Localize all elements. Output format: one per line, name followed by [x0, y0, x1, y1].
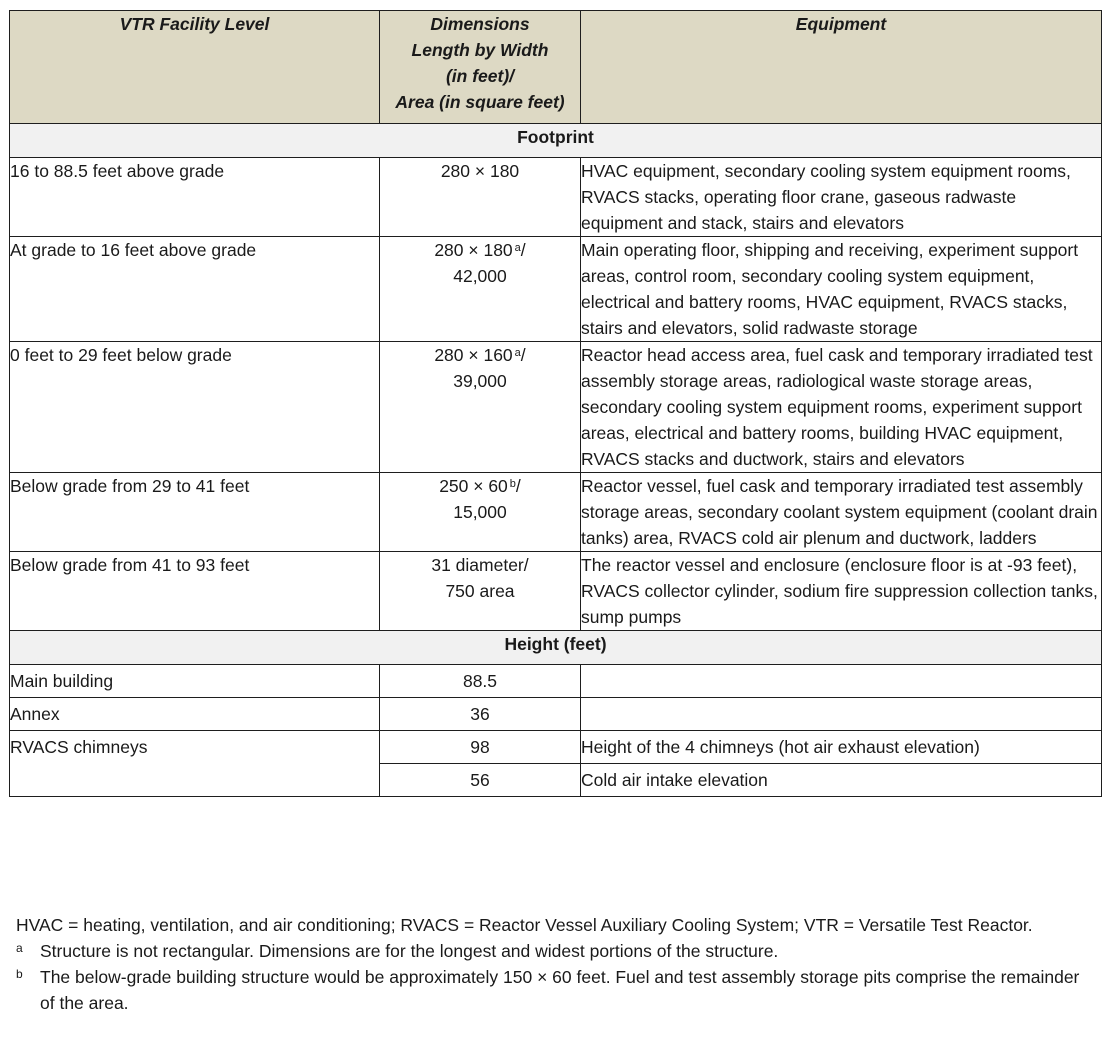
height-value-cell: 88.5 [380, 665, 581, 698]
header-equipment: Equipment [581, 11, 1102, 124]
footnote-marker: a [514, 242, 521, 254]
facility-dimensions-table [9, 10, 1102, 797]
facility-level-cell: Annex [10, 698, 380, 731]
footnote: b The below-grade building structure would be approximately 150 × 60 feet. Fuel and test assembly storage pits comprise the remainder of the area. [16, 967, 1080, 1013]
slash-separator: / [520, 240, 526, 260]
dimensions-cell [380, 237, 581, 342]
table-row [10, 665, 1102, 698]
height-value-cell: 56 [380, 764, 581, 797]
equipment-cell: Cold air intake elevation [581, 764, 1102, 797]
section-row-height [10, 631, 1102, 665]
table-row [10, 158, 1102, 237]
facility-level-cell: Main building [10, 665, 380, 698]
table-notes [16, 912, 1096, 1016]
facility-level-cell: Below grade from 29 to 41 feet [10, 473, 380, 552]
dimensions-value: 280 × 180 [440, 161, 520, 181]
section-title-height: Height (feet) [10, 631, 1102, 665]
dimensions-value: 280 × 160 [434, 345, 513, 365]
equipment-cell [581, 665, 1102, 698]
height-value-cell: 36 [380, 698, 581, 731]
dimensions-value: 250 × 60 [439, 476, 508, 496]
equipment-cell [581, 698, 1102, 731]
equipment-cell: The reactor vessel and enclosure (enclosure floor is at -93 feet), RVACS collector cylinder, sodium fire suppression collection tanks, sump pumps [581, 552, 1102, 631]
area-value: 42,000 [453, 266, 507, 286]
equipment-cell: Reactor vessel, fuel cask and temporary irradiated test assembly storage areas, secondary coolant system equipment (coolant drain tanks) area, RVACS cold air plenum and ductwork, ladders [581, 473, 1102, 552]
area-value: 15,000 [453, 502, 507, 522]
footnote-text: Structure is not rectangular. Dimensions are for the longest and widest portions of the structure. [40, 941, 779, 961]
dimensions-value: 280 × 180 [434, 240, 513, 260]
table-row [10, 552, 1102, 631]
equipment-cell: Height of the 4 chimneys (hot air exhaust elevation) [581, 731, 1102, 764]
header-dimensions-line: (in feet)/ [445, 66, 515, 86]
footnote-marker: a [514, 347, 521, 359]
dimensions-value: 31 diameter [431, 555, 524, 575]
area-value: 39,000 [453, 371, 507, 391]
dimensions-cell [380, 158, 581, 237]
facility-level-cell: 16 to 88.5 feet above grade [10, 158, 380, 237]
dimensions-cell [380, 473, 581, 552]
table-row [10, 237, 1102, 342]
slash-separator: / [520, 345, 526, 365]
footnote-text: The below-grade building structure would be approximately 150 × 60 feet. Fuel and test assembly storage pits comprise the remainder of the area. [40, 967, 1080, 1013]
facility-table-container [9, 10, 1101, 797]
table-row [10, 473, 1102, 552]
facility-level-cell: RVACS chimneys [10, 731, 380, 797]
facility-level-cell: At grade to 16 feet above grade [10, 237, 380, 342]
height-value-cell: 98 [380, 731, 581, 764]
header-dimensions-line: Length by Width [411, 40, 549, 60]
table-row [10, 342, 1102, 473]
header-facility-level: VTR Facility Level [10, 11, 380, 124]
section-title-footprint: Footprint [10, 124, 1102, 158]
abbreviations-note: HVAC = heating, ventilation, and air conditioning; RVACS = Reactor Vessel Auxiliary Cooling System; VTR = Versatile Test Reactor. [16, 915, 1033, 935]
header-dimensions [380, 11, 581, 124]
slash-separator: / [523, 555, 529, 575]
facility-level-cell: Below grade from 41 to 93 feet [10, 552, 380, 631]
slash-separator: / [515, 476, 521, 496]
table-header-row [10, 11, 1102, 124]
section-row-footprint [10, 124, 1102, 158]
table-row [10, 731, 1102, 764]
equipment-cell: HVAC equipment, secondary cooling system equipment rooms, RVACS stacks, operating floor crane, gaseous radwaste equipment and stack, stairs and elevators [581, 158, 1102, 237]
header-dimensions-line: Dimensions [430, 14, 530, 34]
dimensions-cell [380, 552, 581, 631]
table-row [10, 698, 1102, 731]
dimensions-cell [380, 342, 581, 473]
equipment-cell: Main operating floor, shipping and receiving, experiment support areas, control room, secondary cooling system equipment, electrical and battery rooms, HVAC equipment, RVACS stacks, stairs and elevators, solid radwaste storage [581, 237, 1102, 342]
equipment-cell: Reactor head access area, fuel cask and temporary irradiated test assembly storage areas, radiological waste storage areas, secondary cooling system equipment rooms, experiment support areas, electrical and battery rooms, building HVAC equipment, RVACS stacks and ductwork, stairs and elevators [581, 342, 1102, 473]
header-dimensions-line: Area (in square feet) [395, 92, 565, 112]
footnote: a Structure is not rectangular. Dimensions are for the longest and widest portions of the structure. [16, 941, 779, 961]
facility-level-cell: 0 feet to 29 feet below grade [10, 342, 380, 473]
footnote-marker: b [509, 478, 516, 490]
area-value: 750 area [445, 581, 515, 601]
